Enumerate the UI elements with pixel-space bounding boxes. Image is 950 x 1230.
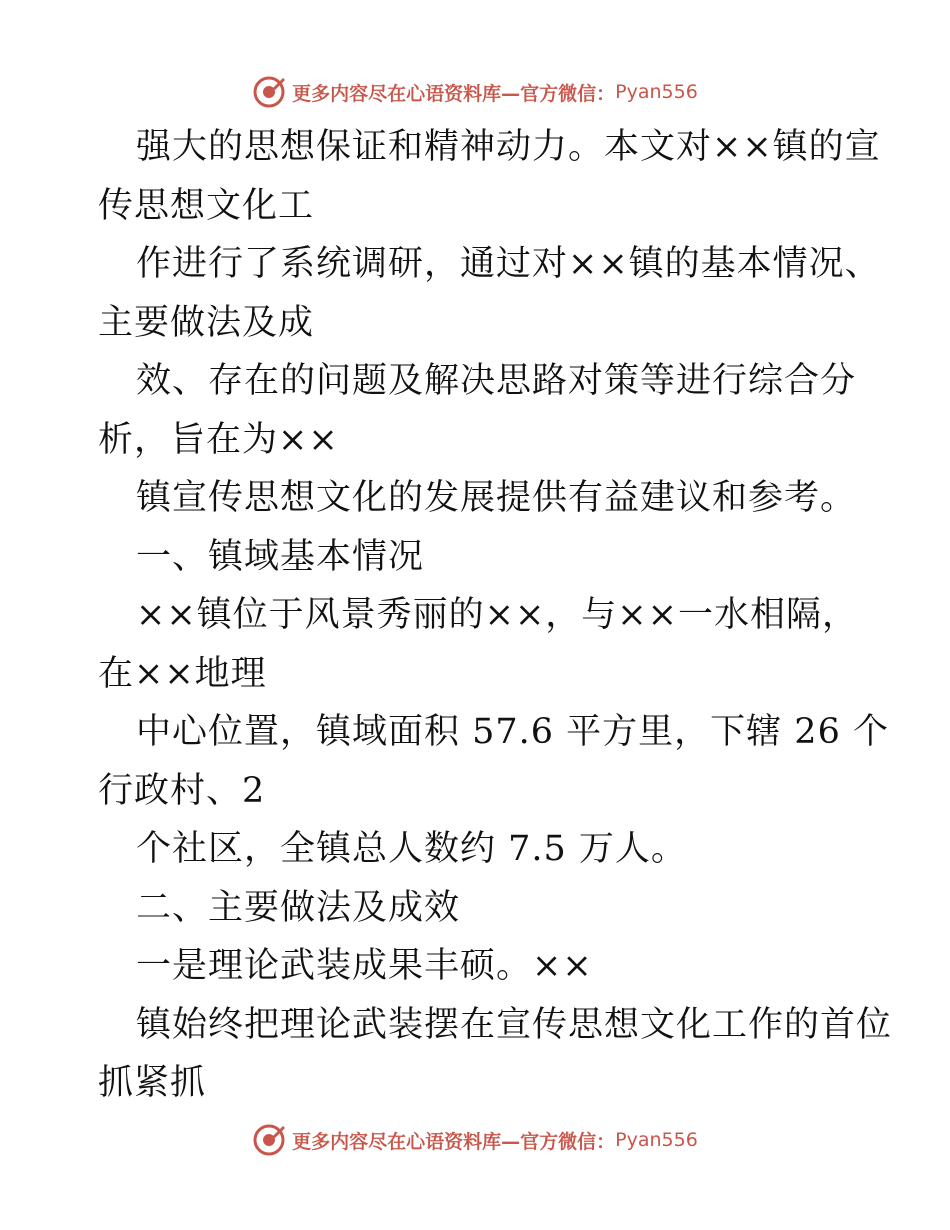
text-line: 主要做法及成 [98, 302, 315, 343]
text-line: 析，旨在为×× [98, 419, 339, 460]
text-line: 镇宣传思想文化的发展提供有益建议和参考。 [136, 478, 857, 518]
text-line: 行政村、2 [98, 770, 266, 811]
text-line: 抓紧抓 [98, 1063, 207, 1103]
text-line: 一是理论武装成果丰硕。×× [136, 946, 593, 986]
text-line: 在××地理 [98, 653, 267, 694]
text-line: 效、存在的问题及解决思路对策等进行综合分 [136, 361, 857, 401]
banner-text: 更多内容尽在心语资料库—官方微信： [292, 82, 616, 105]
document-body [98, 118, 893, 1113]
text-line: 个社区，全镇总人数约 7.5 万人。 [136, 829, 687, 869]
text-line: 二、主要做法及成效 [136, 887, 461, 928]
banner-wechat-id: Pyan556 [615, 1129, 698, 1151]
banner-wechat-id: Pyan556 [615, 81, 698, 103]
text-line: 镇始终把理论武装摆在宣传思想文化工作的首位 [136, 1004, 893, 1045]
banner-text: 更多内容尽在心语资料库—官方微信： [292, 1130, 616, 1153]
footer-banner [0, 1120, 950, 1160]
text-line: 传思想文化工 [98, 185, 315, 226]
text-line: 一、镇域基本情况 [136, 536, 425, 577]
logo-icon [252, 75, 286, 109]
text-line: ××镇位于风景秀丽的××，与××一水相隔， [136, 595, 858, 635]
text-line: 中心位置，镇域面积 57.6 平方里，下辖 26 个 [136, 712, 889, 752]
header-banner [0, 72, 950, 112]
logo-icon [252, 1123, 286, 1157]
text-line: 作进行了系统调研，通过对××镇的基本情况、 [136, 244, 881, 284]
text-line: 强大的思想保证和精神动力。本文对××镇的宣 [136, 127, 881, 167]
